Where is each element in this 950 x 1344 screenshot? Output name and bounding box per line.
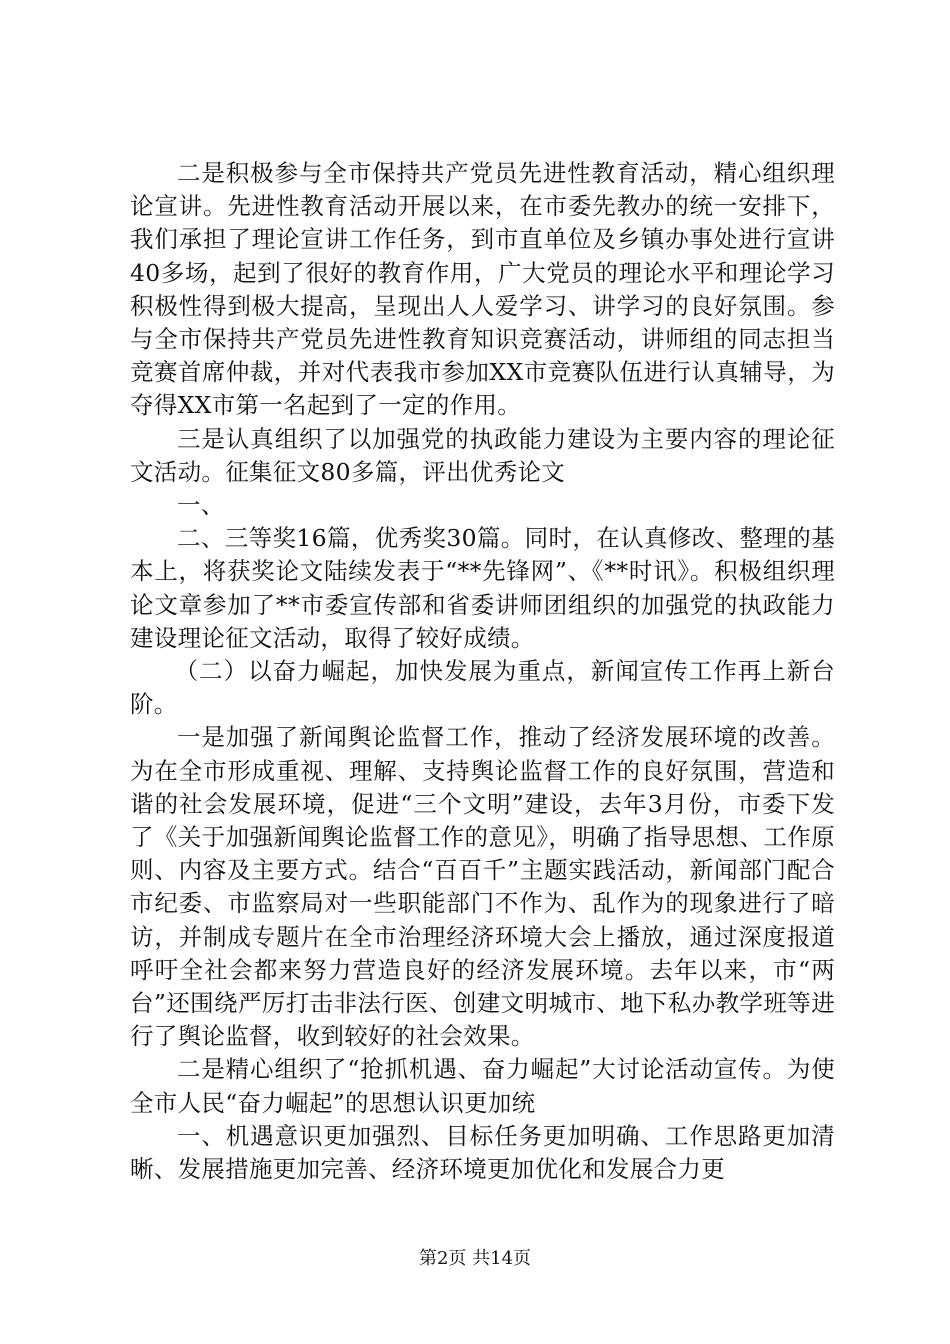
section-heading: （二）以奋力崛起，加快发展为重点，新闻宣传工作再上新台阶。 <box>130 657 835 719</box>
paragraph: 一、 <box>177 491 225 520</box>
document-body <box>130 157 835 1186</box>
paragraph: 二、三等奖16篇，优秀奖30篇。同时，在认真修改、整理的基本上，将获奖论文陆续发表于“**先锋网”、《**时讯》。积极组织理论文章参加了**市委宣传部和省委讲师团组织的加强党的执政能力建设理论征文活动，取得了较好成绩。 <box>130 524 835 652</box>
page-number-footer: 第2页 共14页 <box>418 1248 532 1269</box>
paragraph: 二是精心组织了“抢抓机遇、奋力崛起”大讨论活动宣传。为使全市人民“奋力崛起”的思想认识更加统 <box>130 1055 835 1117</box>
paragraph: 一是加强了新闻舆论监督工作，推动了经济发展环境的改善。为在全市形成重视、理解、支持舆论监督工作的良好氛围，营造和谐的社会发展环境，促进“三个文明”建设，去年3月份，市委下发了《关于加强新闻舆论监督工作的意见》，明确了指导思想、工作原则、内容及主要方式。结合“百百千”主题实践活动，新闻部门配合市纪委、市监察局对一些职能部门不作为、乱作为的现象进行了暗访，并制成专题片在全市治理经济环境大会上播放，通过深度报道呼吁全社会都来努力营造良好的经济发展环境。去年以来，市“两台”还围绕严厉打击非法行医、创建文明城市、地下私办教学班等进行了舆论监督，收到较好的社会效果。 <box>130 723 835 1051</box>
paragraph: 三是认真组织了以加强党的执政能力建设为主要内容的理论征文活动。征集征文80多篇，评出优秀论文 <box>130 424 835 486</box>
paragraph: 一、机遇意识更加强烈、目标任务更加明确、工作思路更加清晰、发展措施更加完善、经济环境更加优化和发展合力更 <box>130 1121 835 1184</box>
paragraph: 二是积极参与全市保持共产党员先进性教育活动，精心组织理论宣讲。先进性教育活动开展以来，在市委先教办的统一安排下，我们承担了理论宣讲工作任务，到市直单位及乡镇办事处进行宣讲40多场，起到了很好的教育作用，广大党员的理论水平和理论学习积极性得到极大提高，呈现出人人爱学习、讲学习的良好氛围。参与全市保持共产党员先进性教育知识竞赛活动，讲师组的同志担当竞赛首席仲裁，并对代表我市参加XX市竞赛队伍进行认真辅导，为夺得XX市第一名起到了一定的作用。 <box>130 159 835 420</box>
